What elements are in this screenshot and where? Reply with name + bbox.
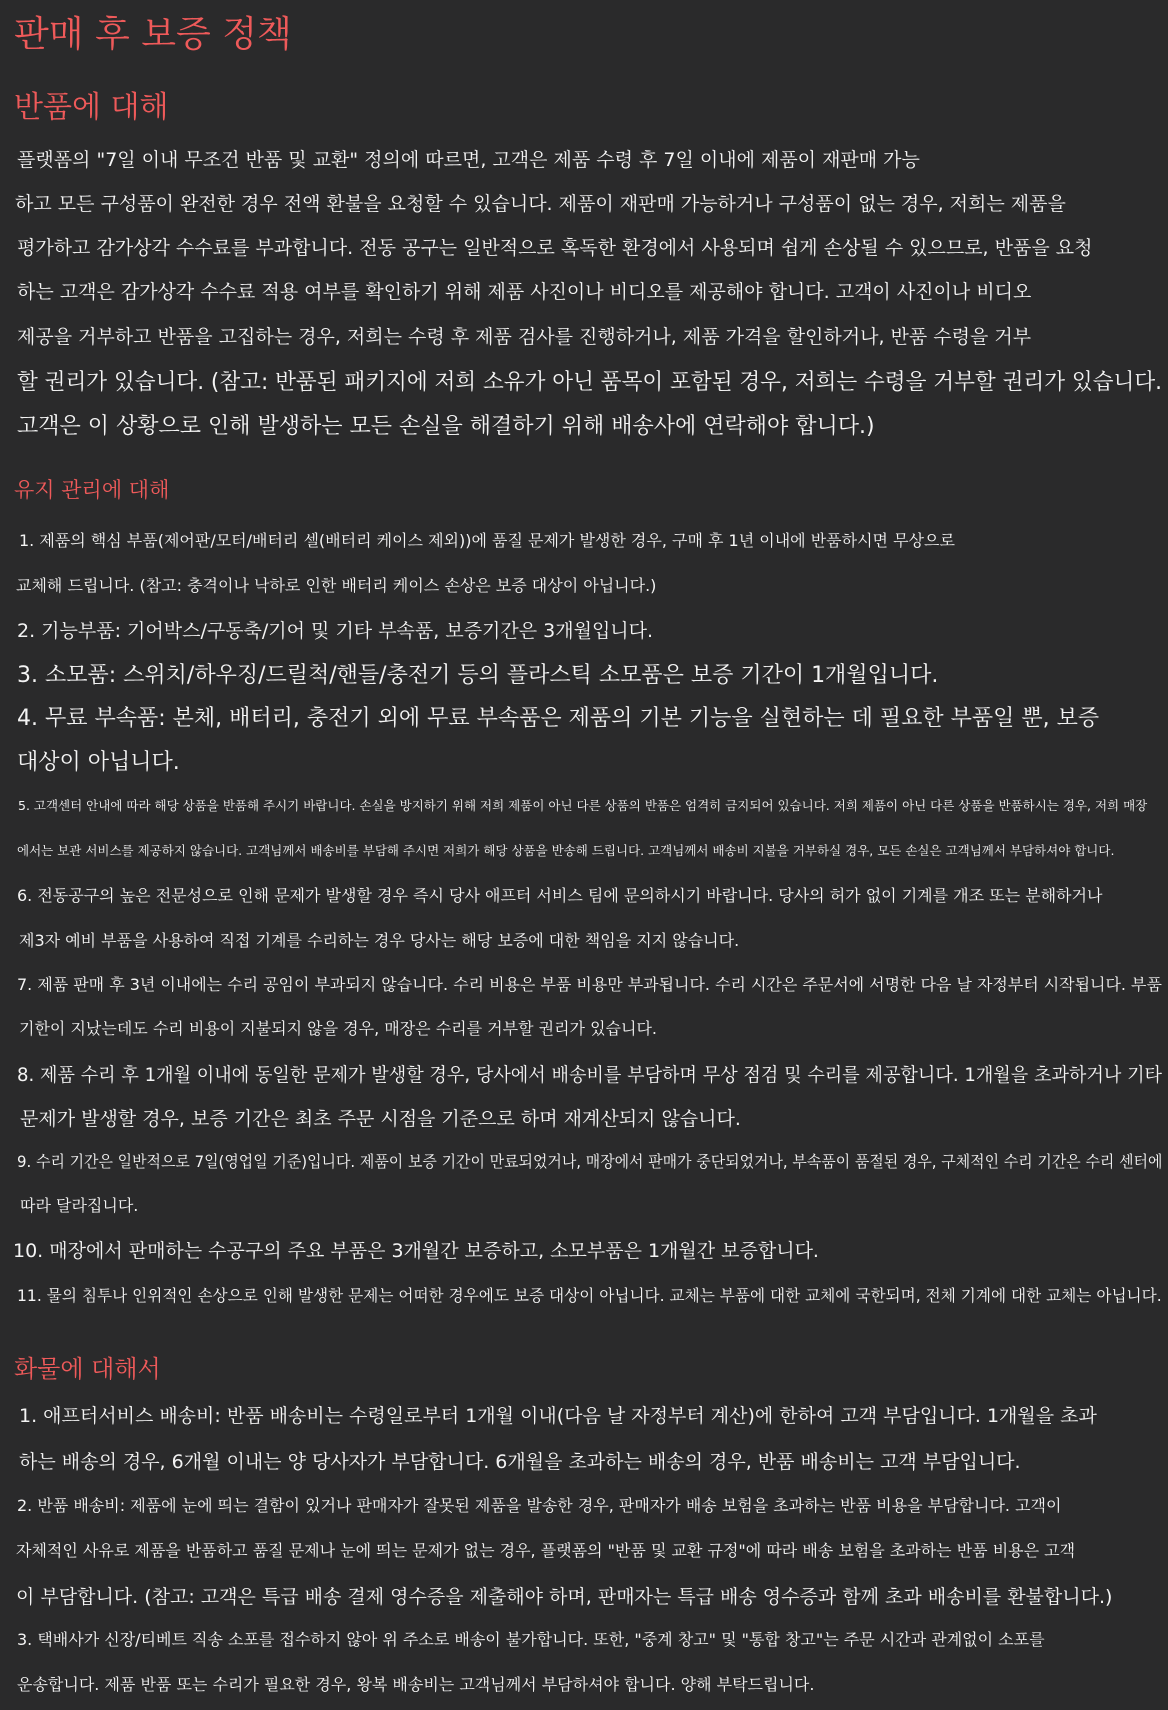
maintenance-line: 에서는 보관 서비스를 제공하지 않습니다. 고객님께서 배송비를 부담해 주시면 저희가 해당 상품을 반송해 드립니다. 고객님께서 배송비 지불을 거부하실 경우, 모든 손실은 고객님께서 부담하셔야 합니다.	[17, 843, 1115, 858]
returns-line: 하는 고객은 감가상각 수수료 적용 여부를 확인하기 위해 제품 사진이나 비디오를 제공해야 합니다. 고객이 사진이나 비디오	[17, 281, 1032, 303]
returns-heading: 반품에 대해	[14, 90, 169, 125]
maintenance-line: 따라 달라집니다.	[20, 1196, 139, 1215]
maintenance-line: 10. 매장에서 판매하는 수공구의 주요 부품은 3개월간 보증하고, 소모부품은 1개월간 보증합니다.	[13, 1240, 819, 1262]
maintenance-line: 6. 전동공구의 높은 전문성으로 인해 문제가 발생할 경우 즉시 당사 애프터 서비스 팀에 문의하시기 바랍니다. 당사의 허가 없이 기계를 개조 또는 분해하거나	[17, 886, 1103, 905]
maintenance-line: 2. 기능부품: 기어박스/구동축/기어 및 기타 부속품, 보증기간은 3개월입니다.	[17, 620, 654, 642]
maintenance-line: 문제가 발생할 경우, 보증 기간은 최초 주문 시점을 기준으로 하며 재계산되지 않습니다.	[20, 1108, 741, 1130]
shipping-line: 2. 반품 배송비: 제품에 눈에 띄는 결함이 있거나 판매자가 잘못된 제품을 발송한 경우, 판매자가 배송 보험을 초과하는 반품 비용을 부담합니다. 고객이	[17, 1496, 1062, 1515]
shipping-heading: 화물에 대해서	[14, 1355, 161, 1383]
maintenance-heading: 유지 관리에 대해	[14, 478, 170, 502]
maintenance-line: 제3자 예비 부품을 사용하여 직접 기계를 수리하는 경우 당사는 해당 보증에 대한 책임을 지지 않습니다.	[19, 931, 740, 950]
maintenance-line: 7. 제품 판매 후 3년 이내에는 수리 공임이 부과되지 않습니다. 수리 비용은 부품 비용만 부과됩니다. 수리 시간은 주문서에 서명한 다음 날 자정부터 시작됩니다. 부품	[17, 975, 1162, 994]
maintenance-line: 4. 무료 부속품: 본체, 배터리, 충전기 외에 무료 부속품은 제품의 기본 기능을 실현하는 데 필요한 부품일 뿐, 보증	[17, 706, 1100, 731]
maintenance-line: 5. 고객센터 안내에 따라 해당 상품을 반품해 주시기 바랍니다. 손실을 방지하기 위해 저희 제품이 아닌 다른 상품의 반품은 엄격히 금지되어 있습니다. 저희 제품이 아닌 다른 상품을 반품하시는 경우, 저희 매장	[18, 798, 1148, 813]
maintenance-line: 1. 제품의 핵심 부품(제어판/모터/배터리 셀(배터리 케이스 제외))에 품질 문제가 발생한 경우, 구매 후 1년 이내에 반품하시면 무상으로	[19, 531, 955, 550]
shipping-line: 이 부담합니다. (참고: 고객은 특급 배송 결제 영수증을 제출해야 하며, 판매자는 특급 배송 영수증과 함께 초과 배송비를 환불합니다.)	[16, 1586, 1113, 1608]
maintenance-line: 3. 소모품: 스위치/하우징/드릴척/핸들/충전기 등의 플라스틱 소모품은 보증 기간이 1개월입니다.	[17, 663, 939, 688]
maintenance-line: 교체해 드립니다. (참고: 충격이나 낙하로 인한 배터리 케이스 손상은 보증 대상이 아닙니다.)	[16, 576, 657, 595]
maintenance-line: 8. 제품 수리 후 1개월 이내에 동일한 문제가 발생할 경우, 당사에서 배송비를 부담하며 무상 점검 및 수리를 제공합니다. 1개월을 초과하거나 기타	[17, 1064, 1163, 1086]
returns-line: 평가하고 감가상각 수수료를 부과합니다. 전동 공구는 일반적으로 혹독한 환경에서 사용되며 쉽게 손상될 수 있으므로, 반품을 요청	[17, 237, 1093, 259]
maintenance-line: 9. 수리 기간은 일반적으로 7일(영업일 기준)입니다. 제품이 보증 기간이 만료되었거나, 매장에서 판매가 중단되었거나, 부속품이 품절된 경우, 구체적인 수리 기간은 수리 센터에	[17, 1152, 1163, 1171]
shipping-line: 운송합니다. 제품 반품 또는 수리가 필요한 경우, 왕복 배송비는 고객님께서 부담하셔야 합니다. 양해 부탁드립니다.	[17, 1675, 815, 1694]
maintenance-line: 기한이 지났는데도 수리 비용이 지불되지 않을 경우, 매장은 수리를 거부할 권리가 있습니다.	[19, 1019, 657, 1038]
returns-line: 플랫폼의 "7일 이내 무조건 반품 및 교환" 정의에 따르면, 고객은 제품 수령 후 7일 이내에 제품이 재판매 가능	[17, 149, 920, 171]
shipping-line: 3. 택배사가 신장/티베트 직송 소포를 접수하지 않아 위 주소로 배송이 불가합니다. 또한, "중계 창고" 및 "통합 창고"는 주문 시간과 관계없이 소포를	[17, 1630, 1045, 1649]
maintenance-line: 대상이 아닙니다.	[17, 750, 180, 775]
returns-line: 제공을 거부하고 반품을 고집하는 경우, 저희는 수령 후 제품 검사를 진행하거나, 제품 가격을 할인하거나, 반품 수령을 거부	[17, 326, 1032, 348]
shipping-line: 자체적인 사유로 제품을 반품하고 품질 문제나 눈에 띄는 문제가 없는 경우, 플랫폼의 "반품 및 교환 규정"에 따라 배송 보험을 초과하는 반품 비용은 고객	[16, 1541, 1076, 1560]
page-title: 판매 후 보증 정책	[14, 14, 292, 55]
returns-line: 할 권리가 있습니다. (참고: 반품된 패키지에 저희 소유가 아닌 품목이 포함된 경우, 저희는 수령을 거부할 권리가 있습니다.	[17, 370, 1163, 395]
shipping-line: 하는 배송의 경우, 6개월 이내는 양 당사자가 부담합니다. 6개월을 초과하는 배송의 경우, 반품 배송비는 고객 부담입니다.	[19, 1451, 1021, 1473]
returns-line: 고객은 이 상황으로 인해 발생하는 모든 손실을 해결하기 위해 배송사에 연락해야 합니다.)	[17, 414, 875, 439]
returns-line: 하고 모든 구성품이 완전한 경우 전액 환불을 요청할 수 있습니다. 제품이 재판매 가능하거나 구성품이 없는 경우, 저희는 제품을	[15, 193, 1066, 215]
shipping-line: 1. 애프터서비스 배송비: 반품 배송비는 수령일로부터 1개월 이내(다음 날 자정부터 계산)에 한하여 고객 부담입니다. 1개월을 초과	[19, 1405, 1097, 1427]
maintenance-line: 11. 물의 침투나 인위적인 손상으로 인해 발생한 문제는 어떠한 경우에도 보증 대상이 아닙니다. 교체는 부품에 대한 교체에 국한되며, 전체 기계에 대한 교체는 아닙니다.	[17, 1286, 1162, 1305]
